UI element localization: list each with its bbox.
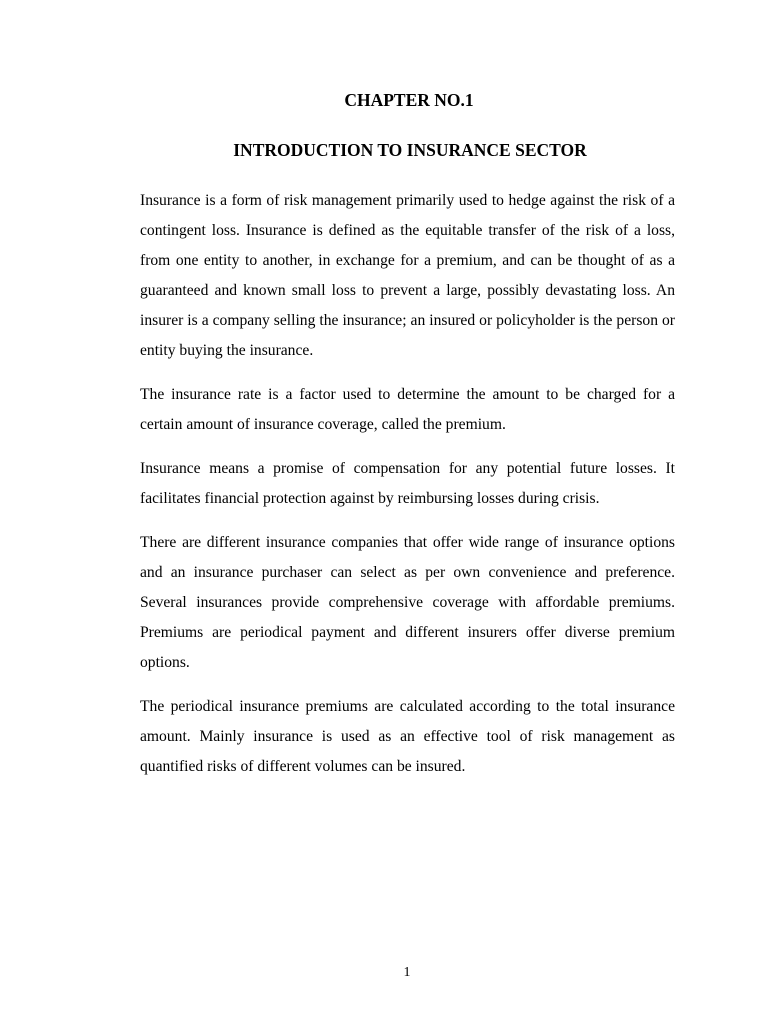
chapter-title: CHAPTER NO.1: [344, 90, 474, 110]
page-number: 1: [403, 965, 411, 980]
section-title: INTRODUCTION TO INSURANCE SECTOR: [233, 140, 587, 160]
paragraph-2: The insurance rate is a factor used to determine the amount to be charged for a certain amount of insurance coverage, called the premium.: [140, 386, 675, 433]
paragraph-3: Insurance means a promise of compensation for any potential future losses. It facilitates financial protection against by reimbursing losses during crisis.: [140, 460, 675, 507]
paragraph-1: Insurance is a form of risk management primarily used to hedge against the risk of a contingent loss. Insurance is defined as the equitable transfer of the risk of a loss, from one entity to another, in exchange for a premium, and can be thought of as a guaranteed and known small loss to prevent a large, possibly devastating loss. An insurer is a company selling the insurance; an insured or policyholder is the person or entity buying the insurance.: [140, 192, 675, 359]
body-text: [140, 186, 675, 796]
paragraph-4: There are different insurance companies that offer wide range of insurance options and an insurance purchaser can select as per own convenience and preference. Several insurances provide comprehensive coverage with affordable premiums. Premiums are periodical payment and different insurers offer diverse premium options.: [140, 534, 675, 671]
paragraph-5: The periodical insurance premiums are calculated according to the total insurance amount. Mainly insurance is used as an effective tool of risk management as quantified risks of different volumes can be insured.: [140, 698, 675, 775]
